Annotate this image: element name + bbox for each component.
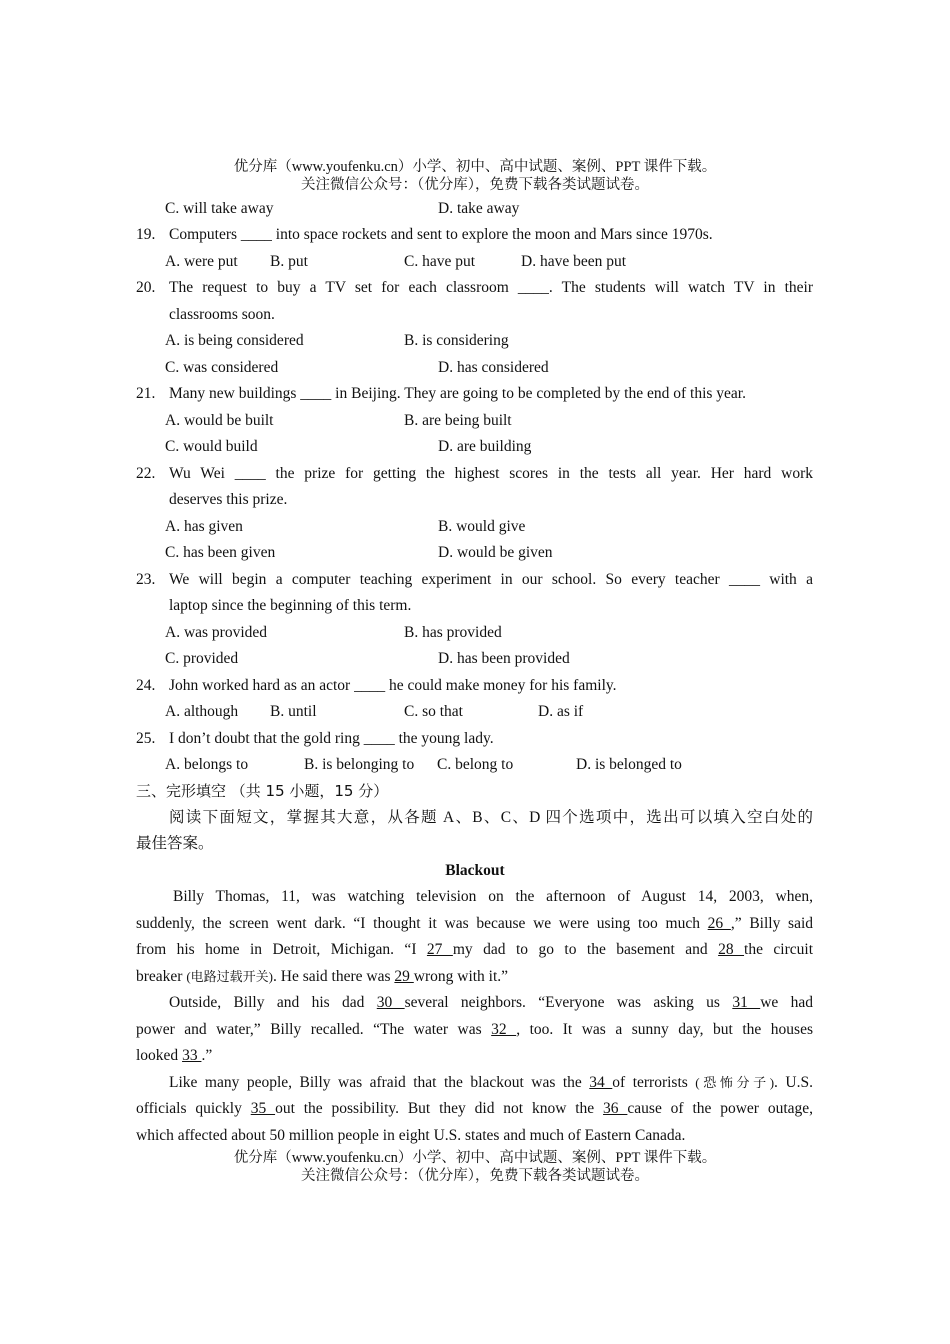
q25-option-d: D. is belonged to bbox=[576, 756, 682, 773]
blank-26: 26 bbox=[707, 915, 731, 932]
q22-number: 22. bbox=[136, 465, 156, 482]
q22-option-b: B. would give bbox=[438, 518, 526, 535]
section-3-instruction-line-2: 最佳答案。 bbox=[136, 835, 214, 852]
q24-text: John worked hard as an actor ____ he could make money for his family. bbox=[169, 677, 617, 694]
blank-34: 34 bbox=[589, 1074, 613, 1091]
q21-option-c: C. would build bbox=[165, 438, 258, 455]
passage-p1-line-3: from his home in Detroit, Michigan. “I 27 my dad to go to the basement and 28 the circuit bbox=[136, 941, 814, 958]
q22-option-d: D. would be given bbox=[438, 544, 553, 561]
q23-option-d: D. has been provided bbox=[438, 650, 570, 667]
q25-number: 25. bbox=[136, 730, 156, 747]
blank-35: 35 bbox=[250, 1100, 276, 1117]
q25-option-a: A. belongs to bbox=[165, 756, 249, 773]
q23-option-c: C. provided bbox=[165, 650, 239, 667]
section-3-heading: 三、完形填空 （共 15 小题，15 分） bbox=[136, 782, 389, 800]
q19-number: 19. bbox=[136, 226, 156, 243]
q23-text-line-1: We will begin a computer teaching experiment in our school. So every teacher ____ with a bbox=[169, 571, 813, 588]
passage-title: Blackout bbox=[445, 862, 505, 879]
q22-text-line-2: deserves this prize. bbox=[169, 491, 288, 508]
blank-36: 36 bbox=[603, 1100, 628, 1117]
q23-number: 23. bbox=[136, 571, 156, 588]
q25-option-b: B. is belonging to bbox=[304, 756, 415, 773]
gloss-terrorists: (恐怖分子) bbox=[695, 1075, 775, 1090]
passage-p3-line-2: officials quickly 35 out the possibility. But they did not know the 36 cause of the power outage, bbox=[136, 1100, 814, 1117]
passage-p1-line-1: Billy Thomas, 11, was watching television on the afternoon of August 14, 2003, when, bbox=[173, 888, 813, 905]
q19-option-b: B. put bbox=[270, 253, 308, 270]
blank-27: 27 bbox=[426, 941, 453, 958]
blank-33: 33 bbox=[182, 1047, 202, 1064]
q21-text: Many new buildings ____ in Beijing. They are going to be completed by the end of this year. bbox=[169, 385, 746, 402]
passage-p1-line-4: breaker (电路过载开关). He said there was 29 wrong with it.” bbox=[136, 968, 509, 985]
q19-option-d: D. have been put bbox=[521, 253, 627, 270]
footer-line-1: 优分库（www.youfenku.cn）小学、初中、高中试题、案例、PPT 课件下载。 bbox=[233, 1150, 717, 1166]
q19-option-c: C. have put bbox=[404, 253, 476, 270]
q19-option-a: A. were put bbox=[165, 253, 238, 270]
q24-option-c: C. so that bbox=[404, 703, 463, 720]
q21-number: 21. bbox=[136, 385, 156, 402]
passage-p3-line-3: which affected about 50 million people in eight U.S. states and much of Eastern Canada. bbox=[136, 1127, 686, 1144]
q20-number: 20. bbox=[136, 279, 156, 296]
passage-p2-line-2: power and water,” Billy recalled. “The water was 32 , too. It was a sunny day, but the houses bbox=[136, 1021, 813, 1038]
q19-text: Computers ____ into space rockets and sent to explore the moon and Mars since 1970s. bbox=[169, 226, 713, 243]
q20-text-line-1: The request to buy a TV set for each classroom ____. The students will watch TV in their bbox=[169, 279, 813, 296]
header-line-2: 关注微信公众号：（优分库），免费下载各类试题试卷。 bbox=[301, 177, 649, 193]
passage-p2-line-3: looked 33 .” bbox=[136, 1047, 213, 1064]
q24-number: 24. bbox=[136, 677, 156, 694]
q20-option-a: A. is being considered bbox=[165, 332, 304, 349]
passage-p2-line-1: Outside, Billy and his dad 30 several neighbors. “Everyone was asking us 31 we had bbox=[169, 994, 814, 1011]
q22-option-a: A. has given bbox=[165, 518, 243, 535]
q25-option-c: C. belong to bbox=[437, 756, 514, 773]
q21-option-d: D. are building bbox=[438, 438, 532, 455]
blank-30: 30 bbox=[376, 994, 405, 1011]
q21-option-a: A. would be built bbox=[165, 412, 274, 429]
header-line-1: 优分库（www.youfenku.cn）小学、初中、高中试题、案例、PPT 课件下载。 bbox=[233, 159, 717, 175]
section-3-instruction-line-1: 阅读下面短文，掌握其大意，从各题 A、B、C、D 四个选项中，选出可以填入空白处的 bbox=[169, 809, 813, 826]
q18-option-d: D. take away bbox=[438, 200, 520, 217]
blank-28: 28 bbox=[718, 941, 745, 958]
q20-option-c: C. was considered bbox=[165, 359, 279, 376]
q21-option-b: B. are being built bbox=[404, 412, 512, 429]
q18-option-c: C. will take away bbox=[165, 200, 274, 217]
q23-option-b: B. has provided bbox=[404, 624, 502, 641]
q23-text-line-2: laptop since the beginning of this term. bbox=[169, 597, 412, 614]
blank-32: 32 bbox=[491, 1021, 517, 1038]
blank-29: 29 bbox=[394, 968, 414, 985]
q22-text-line-1: Wu Wei ____ the prize for getting the highest scores in the tests all year. Her hard work bbox=[169, 465, 813, 482]
footer-line-2: 关注微信公众号：（优分库），免费下载各类试题试卷。 bbox=[301, 1168, 649, 1184]
passage-p3-line-1: Like many people, Billy was afraid that the blackout was the 34 of terrorists (恐怖分子). U.S. bbox=[169, 1074, 813, 1091]
q22-option-c: C. has been given bbox=[165, 544, 276, 561]
blank-31: 31 bbox=[732, 994, 761, 1011]
q23-option-a: A. was provided bbox=[165, 624, 268, 641]
q25-text: I don’t doubt that the gold ring ____ the young lady. bbox=[169, 730, 494, 747]
gloss-circuit-breaker: (电路过载开关) bbox=[186, 969, 274, 984]
q24-option-d: D. as if bbox=[538, 703, 584, 720]
q24-option-a: A. although bbox=[165, 703, 239, 720]
passage-p1-line-2: suddenly, the screen went dark. “I thought it was because we were using too much 26 ,” Billy said bbox=[136, 915, 814, 932]
q20-option-d: D. has considered bbox=[438, 359, 549, 376]
q20-option-b: B. is considering bbox=[404, 332, 509, 349]
q24-option-b: B. until bbox=[270, 703, 317, 720]
q20-text-line-2: classrooms soon. bbox=[169, 306, 275, 323]
